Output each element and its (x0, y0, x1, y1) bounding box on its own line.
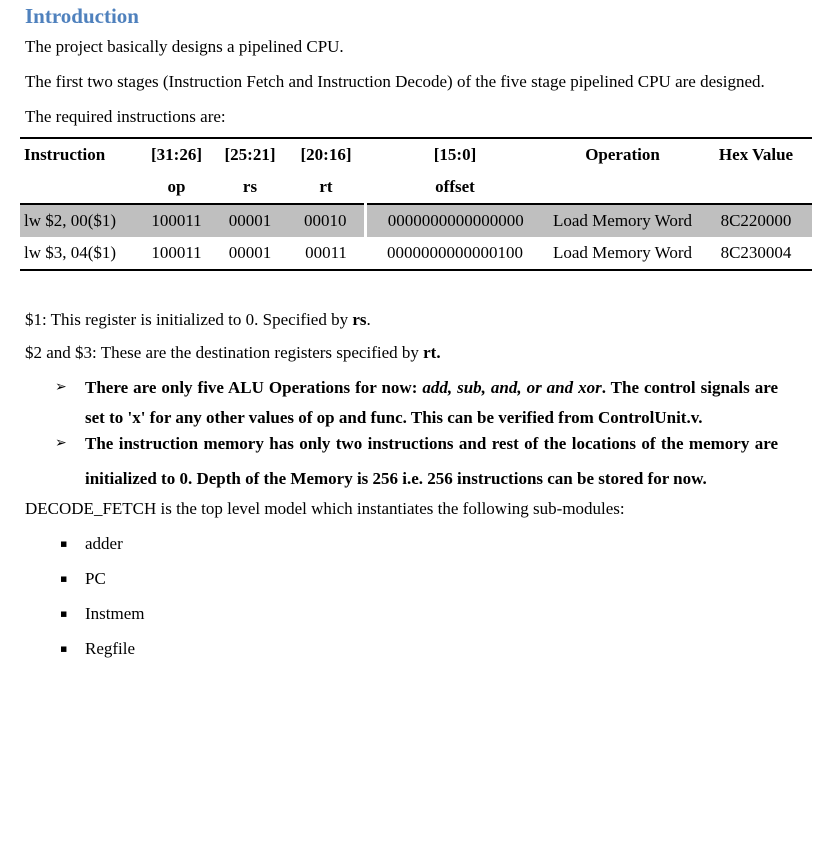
arrow-bullet-icon: ➢ (55, 435, 67, 451)
col-header-rt: [20:16] rt (287, 138, 365, 204)
note-register1 (25, 303, 778, 336)
list-item-adder (25, 526, 778, 561)
list-item-instmem (25, 596, 778, 631)
col-header-rs: [25:21] rs (213, 138, 287, 204)
square-bullet-icon: ▪ (60, 572, 68, 585)
cell-rt: 00011 (305, 243, 347, 262)
alu-text-part1: There are only five ALU Operations for now: (85, 378, 423, 397)
table-row-lw2 (20, 204, 812, 237)
cell-operation: Load Memory Word (545, 204, 700, 237)
submodule-label: PC (85, 569, 106, 588)
cell-instruction: lw $2, 00($1) (20, 204, 140, 237)
list-item-instruction-memory (25, 426, 778, 496)
col-header-op: [31:26] op (140, 138, 213, 204)
submodule-label: adder (85, 534, 123, 553)
alu-operations-text (85, 373, 778, 432)
note1-period: . (366, 310, 371, 329)
submodule-label: Regfile (85, 639, 136, 658)
paragraph-project: The project basically designs a pipelined CPU. (25, 37, 344, 56)
col-header-instruction: Instruction (20, 138, 140, 204)
cell-rs: 00001 (213, 204, 287, 237)
square-bullet-icon: ▪ (60, 642, 68, 655)
cell-instruction: lw $3, 04($1) (24, 243, 117, 262)
paragraph-decode-fetch: DECODE_FETCH is the top level model which instantiates the following sub-modules: (25, 499, 625, 518)
arrow-bullet-icon: ➢ (55, 379, 67, 395)
table-header-row (20, 138, 812, 204)
note1-bold-rs: rs (352, 310, 367, 329)
cell-op: 100011 (151, 243, 202, 262)
cell-rs: 00001 (228, 243, 272, 262)
cell-operation: Load Memory Word (552, 243, 692, 262)
cell-rt: 00010 (287, 204, 365, 237)
submodule-label: Instmem (85, 604, 145, 623)
instruction-memory-text: The instruction memory has only two instructions and rest of the locations of the memory are initialized to 0. Depth of the Memory is 256 i.e. 256 instructions can be stored for now. (85, 434, 778, 488)
note2-bold-rt: rt. (423, 343, 441, 362)
square-bullet-icon: ▪ (60, 607, 68, 620)
note1-text: $1: This register is initialized to 0. Specified by (25, 310, 353, 329)
col-header-operation: Operation (545, 138, 700, 204)
cell-op: 100011 (140, 204, 213, 237)
list-item-pc (25, 561, 778, 596)
paragraph-stages: The first two stages (Instruction Fetch and Instruction Decode) of the five stage pipelined CPU are designed. (25, 72, 765, 91)
table-row-lw3 (20, 237, 812, 270)
list-item-regfile (25, 631, 778, 666)
note-registers2-3 (25, 336, 778, 369)
list-item-alu-operations (25, 373, 778, 432)
square-bullet-icon: ▪ (60, 537, 68, 550)
document-page (0, 4, 838, 666)
cell-offset: 0000000000000000 (365, 204, 545, 237)
cell-hex: 8C220000 (700, 204, 812, 237)
alu-text-part2: . The control signals are set to 'x' for any other values of op and func. This can be verified from ControlUnit.v. (85, 378, 779, 427)
col-header-offset: [15:0] offset (365, 138, 545, 204)
note2-text: $2 and $3: These are the destination registers specified by (25, 343, 424, 362)
cell-offset: 0000000000000100 (387, 243, 523, 262)
col-header-hex-value: Hex Value (700, 138, 812, 204)
paragraph-required-instructions: The required instructions are: (25, 107, 226, 126)
instruction-table (20, 137, 812, 271)
cell-hex: 8C230004 (720, 243, 792, 262)
page-title: Introduction (25, 4, 139, 28)
alu-text-italic: add, sub, and, or and xor (422, 378, 602, 397)
